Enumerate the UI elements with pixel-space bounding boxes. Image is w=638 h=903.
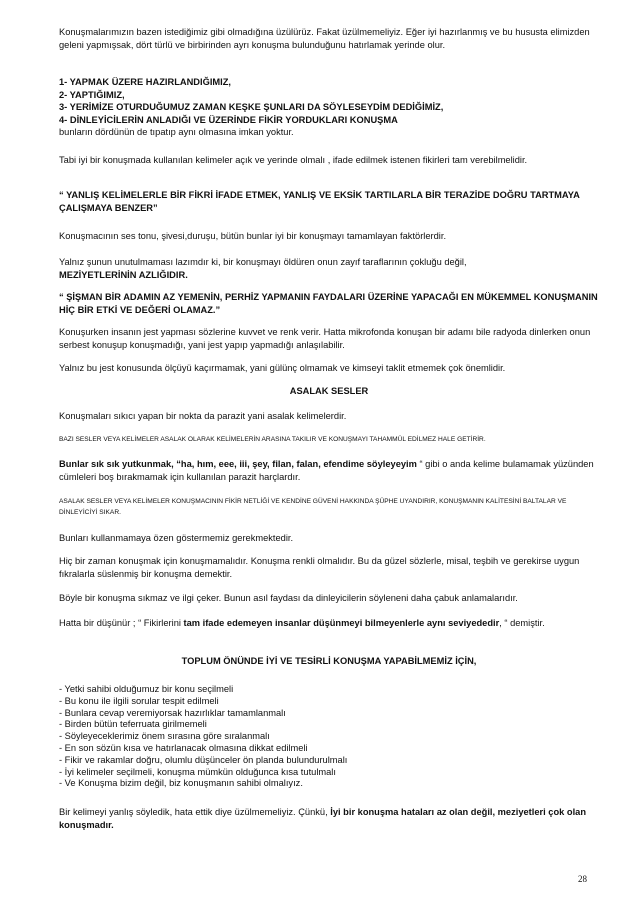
list-item: - Fikir ve rakamlar doğru, olumlu düşünceler ön planda bulundurulmalı bbox=[59, 754, 348, 765]
page-number: 28 bbox=[578, 874, 587, 884]
voice-paragraph: Konuşmacının ses tonu, şivesi,duruşu, bütün bunlar iyi bir konuşmayı tamamlayan faktörlerdir. bbox=[59, 231, 447, 241]
speech-note: bunların dördünün de tıpatıp aynı olmasına imkan yoktur. bbox=[59, 127, 294, 137]
thinker-lead: Hatta bir düşünür ; “ Fikirlerini bbox=[59, 618, 184, 628]
list-item: - Bu konu ile ilgili sorular tespit edilmeli bbox=[59, 695, 219, 706]
speech-item-1: 1- YAPMAK ÜZERE HAZIRLANDIĞIMIZ, bbox=[59, 77, 232, 87]
list-item: - Ve Konuşma bizim değil, biz konuşmanın sahibi olmalıyız. bbox=[59, 778, 303, 789]
list-item: - Söyleyeceklerimiz önem sırasına göre sıralanmalı bbox=[59, 731, 270, 742]
interest-paragraph: Böyle bir konuşma sıkmaz ve ilgi çeker. Bunun asıl faydası da dinleyicilerin söyleneni daha çabuk anlamalarıdır. bbox=[59, 593, 518, 603]
forget-text: Yalnız şunun unutulmaması lazımdır ki, bir konuşmayı öldüren onun zayıf taraflarının çokluğu değil, bbox=[59, 257, 467, 267]
list-item: - İyi kelimeler seçilmeli, konuşma mümkün olduğunca kısa tutulmalı bbox=[59, 766, 336, 777]
thinker-tail: , “ demiştir. bbox=[499, 618, 545, 628]
quote-wrong-words: “ YANLIŞ KELİMELERLE BİR FİKRİ İFADE ETMEK, YANLIŞ VE EKSİK TARTILARLA BİR TERAZİDE DOĞRU TARTMAYA ÇALIŞMAYA BENZER” bbox=[59, 190, 580, 213]
speech-item-2: 2- YAPTIĞIMIZ, bbox=[59, 89, 125, 100]
intro-paragraph: Konuşmalarımızın bazen istediğimiz gibi olmadığına üzülürüz. Fakat üzülmemeliyiz. Eğer iyi hazırlanmış ve bu hususta elimizden geleni yapmışsak, dört türlü ve birbirinden ayrı konuşma bulunduğunu hatırlamak yerinde olur. bbox=[59, 27, 590, 50]
colorful-paragraph: Hiç bir zaman konuşmak için konuşmamalıdır. Konuşma renkli olmalıdır. Bu da güzel sözlerle, misal, teşbih ve gerekirse uygun fıkralarla süslenmiş bir konuşma demektir. bbox=[59, 556, 580, 579]
speech-item-3: 3- YERİMİZE OTURDUĞUMUZ ZAMAN KEŞKE ŞUNLARI DA SÖYLESEYDİM DEDİĞİMİZ, bbox=[59, 102, 444, 112]
list-item: - Bunlara cevap veremiyorsak hazırlıklar tamamlanmalı bbox=[59, 707, 286, 718]
measure-paragraph: Yalnız bu jest konusunda ölçüyü kaçırmamak, yani gülünç olmamak ve kimseyi taklit etmemek çok önemlidir. bbox=[59, 363, 506, 373]
list-item: - En son sözün kısa ve hatırlanacak olmasına dikkat edilmeli bbox=[59, 742, 308, 753]
speech-item-4: 4- DİNLEYİCİLERİN ANLADIĞI VE ÜZERİNDE FİKİR YORDUKLARI KONUŞMA bbox=[59, 114, 398, 125]
words-paragraph: Tabi iyi bir konuşmada kullanılan kelimeler açık ve yerinde olmalı , ifade edilmek istenen fikirleri tam verebilmelidir. bbox=[59, 155, 528, 165]
care-paragraph: Bunları kullanmamaya özen göstermemiz gerekmektedir. bbox=[59, 533, 294, 543]
swallow-paragraph bbox=[59, 458, 599, 483]
list-item: - Yetki sahibi olduğumuz bir konu seçilmeli bbox=[59, 684, 234, 694]
list-item: - Birden bütün teferruata girilmemeli bbox=[59, 719, 207, 730]
gesture-paragraph: Konuşurken insanın jest yapması sözlerine kuvvet ve renk verir. Hatta mikrofonda konuşan bir adamı bile radyoda dinlerken onun serbest konuşup konuşmadığı, yani jest yapıp yapmadığı anlaşılabilir. bbox=[59, 327, 591, 350]
closing-paragraph bbox=[59, 806, 599, 831]
swallow-rest: “ gibi o anda kelime bulamamak yüzünden cümleleri boş bırakmamak için kullanılan parazit harçlardır. bbox=[59, 459, 594, 482]
merits-emphasis: MEZİYETLERİNİN AZLIĞIDIR. bbox=[59, 269, 188, 280]
parasite-note-1: BAZI SESLER VEYA KELİMELER ASALAK OLARAK KELİMELERİN ARASINA TAKILIR VE KONUŞMAYI TAHAMMÜL EDİLMEZ HALE GETİRİR. bbox=[59, 436, 486, 443]
thinker-paragraph bbox=[59, 617, 599, 630]
forget-paragraph bbox=[59, 256, 599, 281]
parasite-definition: Konuşmaları sıkıcı yapan bir nokta da parazit yani asalak kelimelerdir. bbox=[59, 411, 347, 421]
closing-emphasis: İyi bir konuşma hataları az olan değil, meziyetleri çok olan konuşmadır. bbox=[59, 807, 587, 830]
quote-fat-man: “ ŞİŞMAN BİR ADAMIN AZ YEMENİN, PERHİZ YAPMANIN FAYDALARI ÜZERİNE YAPACAĞI EN MÜKEMMEL KONUŞMANIN HİÇ BİR ETKİ VE DEĞERİ OLAMAZ.” bbox=[59, 292, 598, 315]
parasite-note-2: ASALAK SESLER VEYA KELİMELER KONUŞMACININ FİKİR NETLİĞİ VE KENDİNE GÜVENİ HAKKINDA ŞÜPHE UYANDIRIR, KONUŞMANIN KALİTESİNİ BALTALAR VE DİNLEYİCİYİ SIKAR. bbox=[59, 498, 567, 516]
public-speaking-heading: TOPLUM ÖNÜNDE İYİ VE TESİRLİ KONUŞMA YAPABİLMEMİZ İÇİN, bbox=[181, 656, 477, 666]
swallow-emphasis: Bunlar sık sık yutkunmak, “ha, hım, eee, iii, şey, filan, falan, efendime söyleyeyim bbox=[59, 459, 417, 469]
tips-list bbox=[59, 684, 599, 790]
parasite-heading: ASALAK SESLER bbox=[289, 386, 369, 396]
four-speeches-list bbox=[59, 76, 599, 139]
thinker-emphasis: tam ifade edemeyen insanlar düşünmeyi bilmeyenlerle aynı seviyededir bbox=[183, 618, 500, 628]
closing-lead: Bir kelimeyi yanlış söyledik, hata ettik diye üzülmemeliyiz. Çünkü, bbox=[59, 807, 331, 817]
